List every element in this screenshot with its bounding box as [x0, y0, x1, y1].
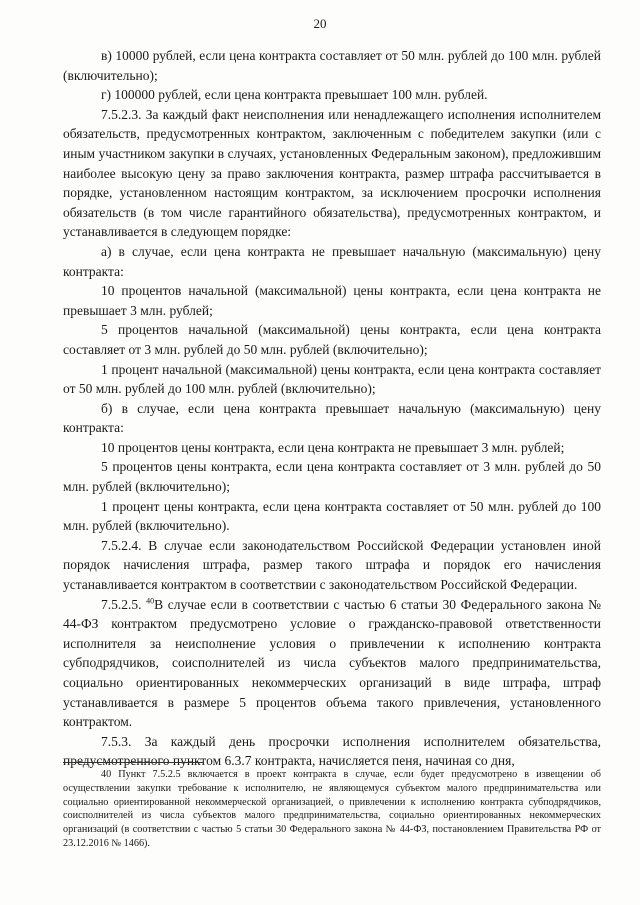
paragraph-7-5-2-4: 7.5.2.4. В случае если законодательством Российской Федерации установлен иной порядок начисления штрафа, размер такого штрафа и порядок его начисления устанавливается контрактом в соответствии с законодательством Российской Федерации.	[63, 537, 601, 593]
document-body	[63, 46, 601, 771]
paragraph-7-5-2-3: 7.5.2.3. За каждый факт неисполнения или ненадлежащего исполнения исполнителем обязательств, предусмотренных контрактом, заключенным с победителем закупки (или с иным участником закупки в случаях, установленных Федеральным законом), предложившим наиболее высокую цену за право заключения контракта, размер штрафа рассчитывается в порядке, установленном настоящим контрактом, за исключением просрочки исполнения обязательств (в том числе гарантийного обязательства), предусмотренных контрактом, и устанавливается в следующем порядке:	[63, 106, 601, 240]
paragraph-number: 7.5.2.5.	[101, 596, 147, 612]
paragraph-item-v: в) 10000 рублей, если цена контракта составляет от 50 млн. рублей до 100 млн. рублей (включительно);	[63, 48, 601, 83]
footnote-40: 40 Пункт 7.5.2.5 включается в проект контракта в случае, если будет предусмотрено в извещении об осуществлении закупки требование к исполнителю, не являющемуся субъектом малого предпринимательства или социально ориентированной некоммерческой организацией, о привлечении к исполнению контракта субподрядчиков, соисполнителей из числа субъектов малого предпринимательства, социально ориентированных некоммерческих организаций (в соответствии с частью 5 статьи 30 Федерального закона № 44-ФЗ, постановлением Правительства РФ от 23.12.2016 № 1466).	[63, 769, 601, 849]
paragraph-7-5-3: 7.5.3. За каждый день просрочки исполнения исполнителем обязательства, предусмотренного пунктом 6.3.7 контракта, начисляется пеня, начиная со дня,	[63, 733, 601, 769]
paragraph-b-5-percent: 5 процентов цены контракта, если цена контракта составляет от 3 млн. рублей до 50 млн. рублей (включительно);	[63, 459, 601, 495]
paragraph-text: В случае если в соответствии с частью 6 статьи 30 Федерального закона № 44-ФЗ контрактом предусмотрено условие о гражданско-правовой ответственности исполнителя за неисполнение условия о привлечении к исполнению контракта субподрядчиков, соисполнителей из числа субъектов малого предпринимательства, социально ориентированных некоммерческих организаций в виде штрафа, штраф устанавливается в размере 5 процентов объема такого привлечения, установленного контрактом.	[63, 596, 601, 730]
paragraph-a-5-percent: 5 процентов начальной (максимальной) цены контракта, если цена контракта составляет от 3 млн. рублей до 50 млн. рублей (включительно);	[63, 322, 601, 357]
paragraph-b-10-percent: 10 процентов цены контракта, если цена контракта не превышает 3 млн. рублей;	[101, 439, 565, 455]
footnote-ref[interactable]: 40	[146, 596, 155, 606]
paragraph-case-a: а) в случае, если цена контракта не превышает начальную (максимальную) цену контракта:	[63, 243, 601, 279]
paragraph-item-g: г) 100000 рублей, если цена контракта превышает 100 млн. рублей.	[101, 87, 488, 103]
paragraph-b-1-percent: 1 процент цены контракта, если цена контракта составляет от 50 млн. рублей до 100 млн. рублей (включительно).	[63, 498, 601, 534]
paragraph-a-1-percent: 1 процент начальной (максимальной) цены контракта, если цена контракта составляет от 50 млн. рублей до 100 млн. рублей (включительно);	[63, 361, 601, 397]
footnote-separator	[63, 762, 203, 763]
paragraph-a-10-percent: 10 процентов начальной (максимальной) цены контракта, если цена контракта не превышает 3 млн. рублей;	[63, 283, 601, 318]
paragraph-case-b: б) в случае, если цена контракта превышает начальную (максимальную) цену контракта:	[63, 400, 601, 436]
page-number: 20	[313, 16, 327, 31]
paragraph-7-5-2-5	[63, 595, 601, 732]
